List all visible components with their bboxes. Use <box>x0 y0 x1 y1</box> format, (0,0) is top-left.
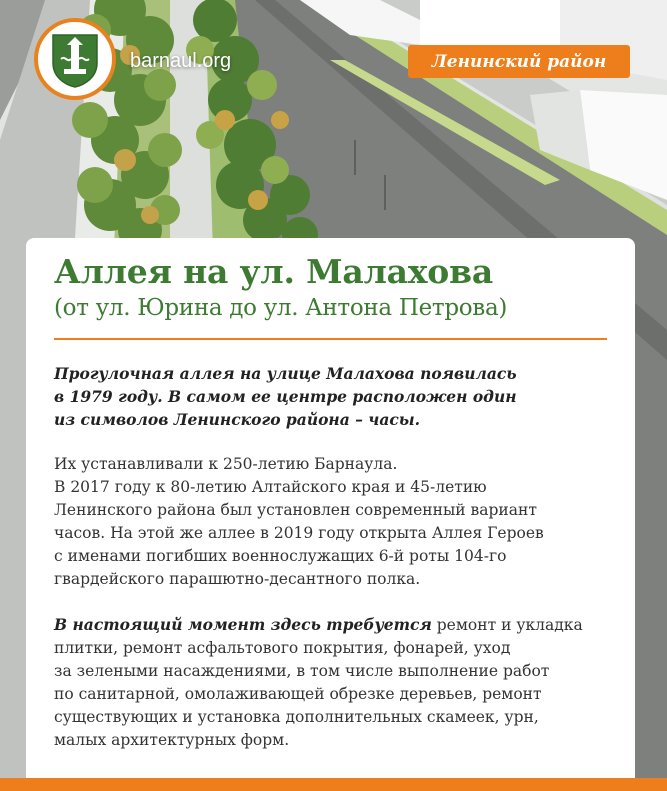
intro-line: из символов Ленинского района – часы. <box>54 410 421 429</box>
history-line: Ленинского района был установлен современный вариант <box>54 501 537 519</box>
logo[interactable] <box>34 18 116 100</box>
info-card <box>26 238 635 791</box>
needs-line: по санитарной, омолаживающей обрезке деревьев, ремонт <box>54 685 542 703</box>
needs-line: существующих и установка дополнительных скамеек, урн, <box>54 708 539 726</box>
needs-line: за зелеными насаждениями, в том числе выполнение работ <box>54 662 550 680</box>
site-name: barnaul.org <box>130 50 232 72</box>
needs-first-rest: ремонт и укладка <box>431 616 583 634</box>
needs-paragraph <box>54 613 607 752</box>
bottom-accent-bar <box>0 778 667 791</box>
history-line: Их устанавливали к 250-летию Барнаула. <box>54 455 398 473</box>
needs-line: плитки, ремонт асфальтового покрытия, фонарей, уход <box>54 639 511 657</box>
divider <box>54 338 607 340</box>
needs-line <box>54 613 607 637</box>
history-line: В 2017 году к 80-летию Алтайского края и 45-летию <box>54 478 487 496</box>
barnaul-emblem-icon <box>47 29 103 89</box>
history-line: гвардейского парашютно-десантного полка. <box>54 570 421 588</box>
needs-line: малых архитектурных форм. <box>54 731 290 749</box>
needs-lead: В настоящий момент здесь требуется <box>54 615 432 634</box>
intro-paragraph <box>54 362 607 431</box>
history-line: с именами погибших военнослужащих 6-й роты 104-го <box>54 547 507 565</box>
history-line: часов. На этой же аллее в 2019 году открыта Аллея Героев <box>54 524 544 542</box>
intro-line: в 1979 году. В самом ее центре расположен один <box>54 387 517 406</box>
district-badge: Ленинский район <box>408 45 630 78</box>
page-subtitle: (от ул. Юрина до ул. Антона Петрова) <box>54 295 508 321</box>
history-paragraph <box>54 453 607 591</box>
page-title: Аллея на ул. Малахова <box>54 252 494 291</box>
intro-line: Прогулочная аллея на улице Малахова появилась <box>54 364 517 383</box>
